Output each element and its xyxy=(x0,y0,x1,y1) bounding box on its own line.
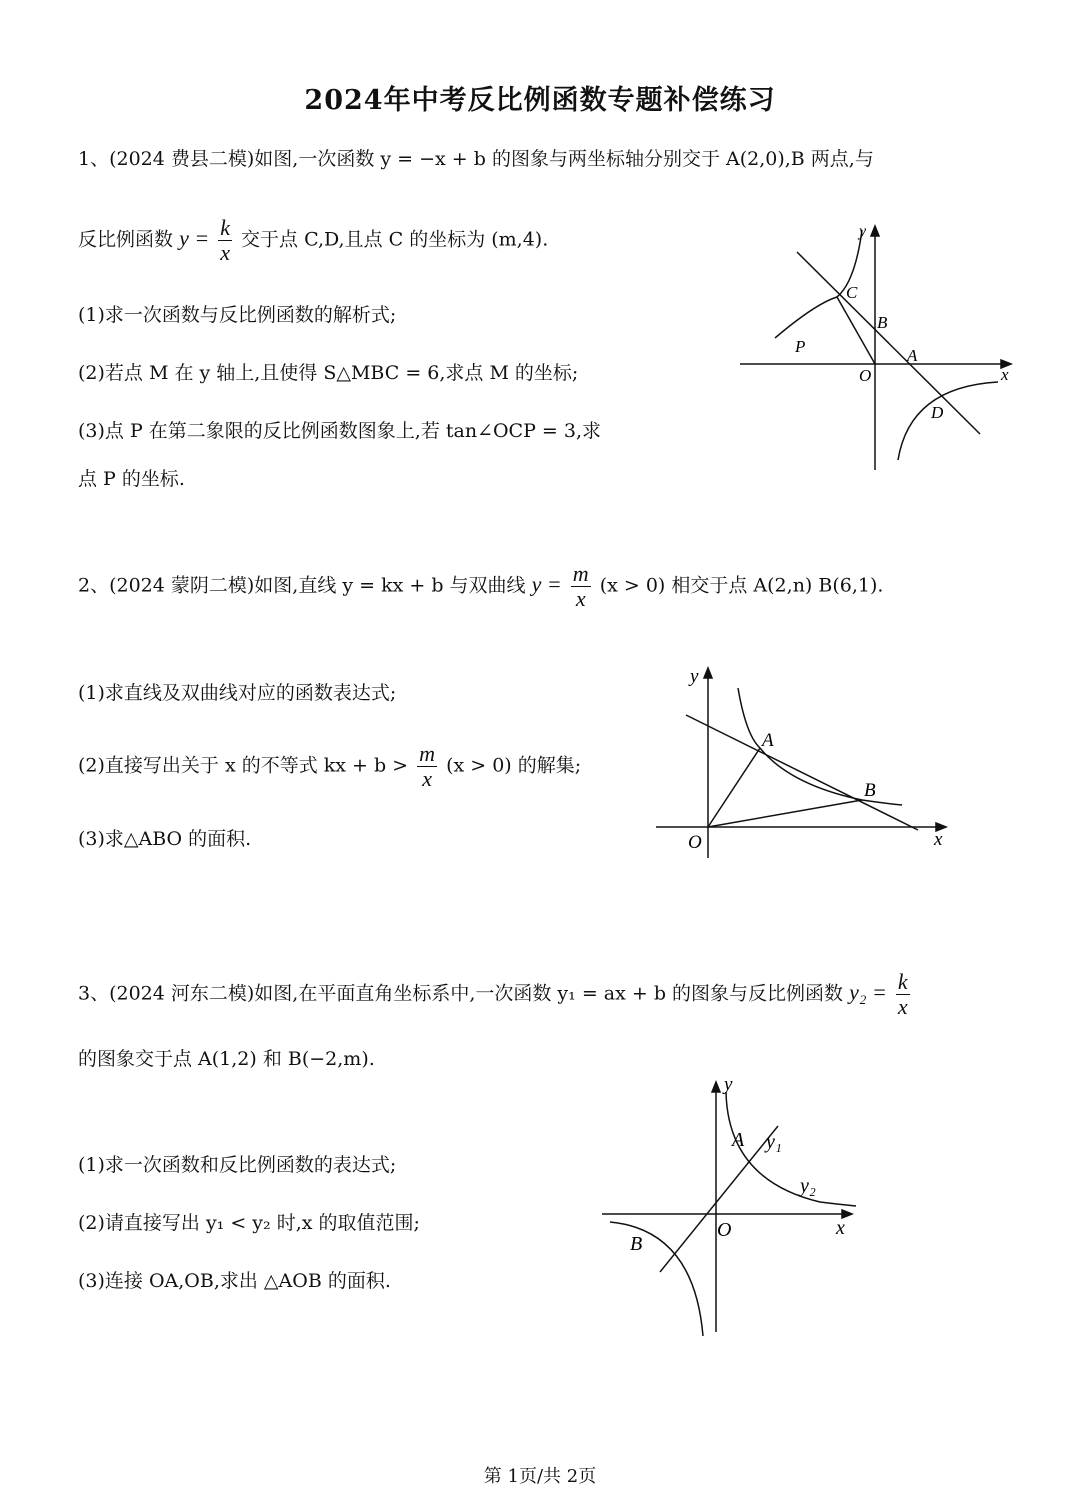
q3-label-o: O xyxy=(717,1219,732,1241)
q3-line1 xyxy=(78,970,913,1019)
q2-line1-pre: 2、(2024 蒙阴二模)如图,直线 y = kx + b 与双曲线 xyxy=(78,574,526,597)
q1-label-d: D xyxy=(931,403,944,422)
q3-part1: (1)求一次函数和反比例函数的表达式; xyxy=(78,1154,397,1176)
q2-y-arrow xyxy=(704,668,712,678)
q3-hyperbola-3rd xyxy=(610,1222,703,1336)
q1-segment-co xyxy=(837,297,875,364)
q1-label-a: A xyxy=(907,346,918,365)
q2-line-ab xyxy=(686,715,918,830)
q1-label-b: B xyxy=(877,313,888,332)
q2-frac-num: m xyxy=(572,561,589,586)
q1-line1: 1、(2024 费县二模)如图,一次函数 y = −x + b 的图象与两坐标轴分别交于 A(2,0),B 两点,与 xyxy=(78,148,874,170)
q1-part2: (2)若点 M 在 y 轴上,且使得 S△MBC = 6,求点 M 的坐标; xyxy=(78,362,579,384)
q3-label-y1: y₁ xyxy=(766,1131,782,1153)
q2-p2-den: x xyxy=(422,766,432,792)
q2-fraction xyxy=(571,562,591,611)
q1-line2 xyxy=(78,216,548,265)
q2-label-o: O xyxy=(688,832,702,853)
q1-fraction xyxy=(218,216,232,265)
q3-fraction xyxy=(896,970,910,1019)
q1-hyperbola-4th xyxy=(898,382,998,460)
q1-figure xyxy=(735,222,1020,474)
q3-line2: 的图象交于点 A(1,2) 和 B(−2,m). xyxy=(78,1048,375,1070)
q1-label-y: y xyxy=(859,223,867,240)
q2-line1-math: y = xyxy=(531,571,562,597)
q3-label-x: x xyxy=(836,1217,845,1239)
page-title: 2024年中考反比例函数专题补偿练习 xyxy=(304,85,776,116)
q3-label-y2: y₂ xyxy=(800,1175,816,1197)
q1-label-c: C xyxy=(846,283,858,302)
q3-frac-den: x xyxy=(897,994,908,1020)
q3-label-b: B xyxy=(630,1233,643,1255)
q1-line2-post: 交于点 C,D,且点 C 的坐标为 (m,4). xyxy=(241,228,549,251)
q2-label-a: A xyxy=(762,730,774,751)
q1-line2-pre: 反比例函数 xyxy=(78,228,174,251)
q3-line1-pre: 3、(2024 河东二模)如图,在平面直角坐标系中,一次函数 y₁ = ax + b 的图象与反比例函数 xyxy=(78,982,844,1005)
q2-label-x: x xyxy=(934,829,943,850)
q1-y-arrow xyxy=(871,226,879,236)
q2-part2-pre: (2)直接写出关于 x 的不等式 kx + b > xyxy=(78,754,409,777)
q3-label-a: A xyxy=(732,1129,745,1151)
q3-line1-math: y₂ = xyxy=(849,979,887,1005)
q2-frac-den: x xyxy=(575,586,586,612)
q2-segment-oa xyxy=(708,748,760,827)
q3-part2: (2)请直接写出 y₁ < y₂ 时,x 的取值范围; xyxy=(78,1212,420,1234)
q2-label-b: B xyxy=(864,780,876,801)
q3-y-arrow xyxy=(712,1082,720,1092)
q3-label-y: y xyxy=(724,1074,733,1095)
q1-part1: (1)求一次函数与反比例函数的解析式; xyxy=(78,304,397,326)
q2-p2-num: m xyxy=(419,741,436,766)
q3-frac-num: k xyxy=(897,969,908,994)
q3-hyperbola-1st xyxy=(726,1092,856,1206)
q3-part3: (3)连接 OA,OB,求出 △AOB 的面积. xyxy=(78,1270,391,1292)
q1-part3a: (3)点 P 在第二象限的反比例函数图象上,若 tan∠OCP = 3,求 xyxy=(78,420,602,442)
q3-line-y1 xyxy=(660,1126,778,1272)
q3-figure xyxy=(598,1070,868,1340)
q2-part2-post: (x > 0) 的解集; xyxy=(446,754,582,777)
q2-part3: (3)求△ABO 的面积. xyxy=(78,828,252,850)
q2-segment-ob xyxy=(708,800,862,827)
q1-line2-math: y = xyxy=(179,225,210,251)
q1-label-x: x xyxy=(1001,365,1009,384)
q2-line1 xyxy=(78,562,883,611)
q1-line-ab xyxy=(797,252,980,434)
q2-part1: (1)求直线及双曲线对应的函数表达式; xyxy=(78,682,397,704)
q2-part2 xyxy=(78,742,581,791)
q2-line1-post: (x > 0) 相交于点 A(2,n) B(6,1). xyxy=(599,574,884,597)
q2-label-y: y xyxy=(690,666,699,687)
page-footer: 第 1页/共 2页 xyxy=(483,1466,597,1487)
q1-frac-num: k xyxy=(220,215,230,240)
q2-part2-fraction xyxy=(417,742,437,791)
q1-frac-den: x xyxy=(220,240,230,266)
q1-label-o: O xyxy=(859,366,872,385)
q1-label-p: P xyxy=(795,337,806,356)
q2-figure xyxy=(650,660,955,860)
q1-part3b: 点 P 的坐标. xyxy=(78,468,185,490)
